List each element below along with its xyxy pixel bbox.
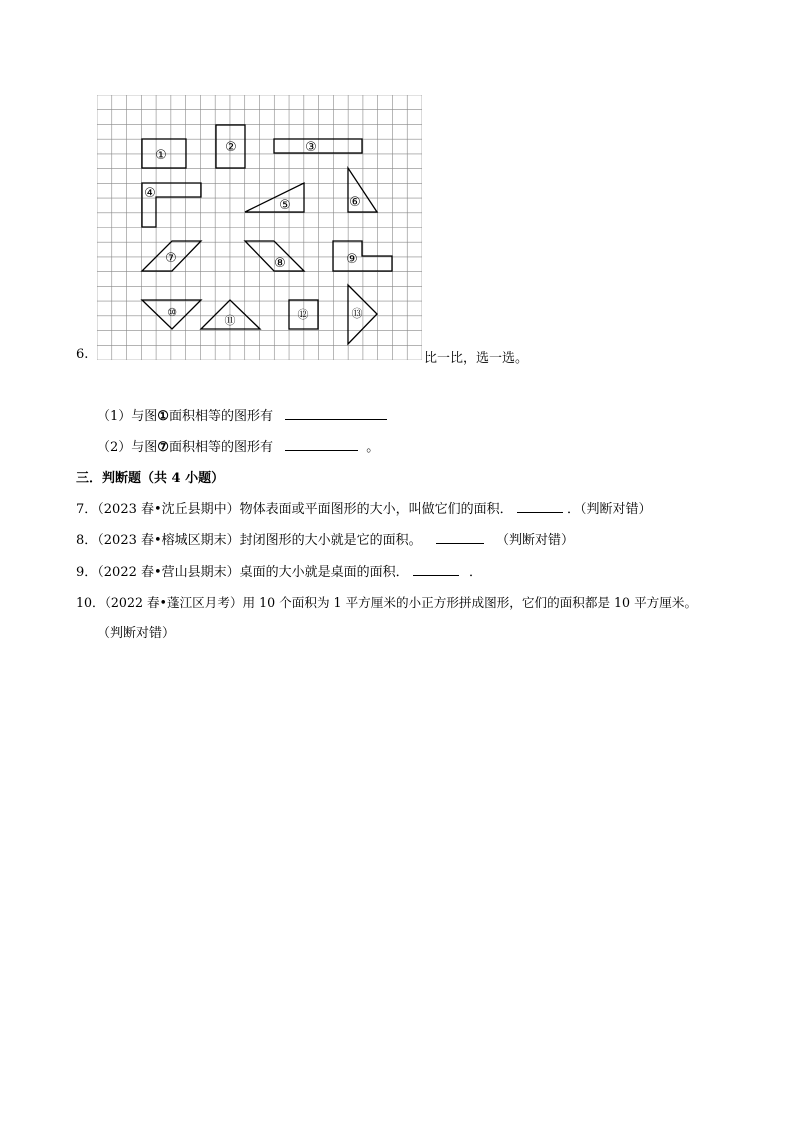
shape-label-1: ①	[155, 148, 167, 163]
question-6-sub-2	[97, 436, 379, 455]
question-9	[76, 561, 482, 580]
section-3-title: 三．判断题（共 4 小题）	[76, 471, 225, 486]
question-7-text: 7．（2023 春•沈丘县期中）物体表面或平面图形的大小，叫做它们的面积．	[76, 502, 513, 517]
sub-2-ref-shape: ⑦	[157, 440, 169, 455]
shape-grid-figure	[97, 95, 422, 360]
sub-1-prefix: （1）与图	[97, 409, 158, 424]
sub-2-tail: 面积相等的图形有	[168, 440, 273, 455]
answer-blank-2[interactable]	[285, 438, 358, 451]
question-7-tail: ．（判断对错）	[566, 502, 652, 517]
shape-label-11: ⑪	[224, 314, 236, 327]
question-8	[76, 529, 574, 548]
grid-svg	[97, 95, 422, 360]
question-6-prompt: 比一比，选一选。	[424, 351, 529, 366]
answer-blank-7[interactable]	[517, 500, 563, 513]
shape-label-6: ⑥	[349, 195, 361, 210]
sub-2-prefix: （2）与图	[97, 440, 158, 455]
answer-blank-1[interactable]	[285, 407, 387, 420]
question-6-sub-1	[97, 405, 387, 424]
sub-1-tail: 面积相等的图形有	[168, 409, 273, 424]
question-9-tail: ．	[468, 565, 482, 580]
shape-label-3: ③	[305, 140, 317, 155]
shape-label-2: ②	[225, 140, 237, 155]
question-10-line-2: （判断对错）	[97, 626, 176, 641]
shape-label-5: ⑤	[279, 198, 291, 213]
sub-2-end: 。	[366, 440, 380, 455]
shape-3-rectangle	[274, 139, 362, 153]
question-8-tail: （判断对错）	[495, 533, 574, 548]
sub-1-ref-shape: ①	[157, 409, 169, 424]
shape-label-4: ④	[144, 186, 156, 201]
shape-label-12: ⑫	[297, 308, 309, 321]
answer-blank-9[interactable]	[413, 563, 459, 576]
shape-label-9: ⑨	[346, 252, 358, 267]
answer-blank-8[interactable]	[436, 531, 484, 544]
question-6-number: 6.	[76, 347, 89, 362]
question-9-text: 9．（2022 春•营山县期末）桌面的大小就是桌面的面积．	[76, 565, 409, 580]
shape-label-7: ⑦	[165, 251, 177, 266]
question-7	[76, 498, 651, 517]
question-8-text: 8．（2023 春•榕城区期末）封闭图形的大小就是它的面积。	[76, 533, 422, 548]
shape-label-13: ⑬	[351, 307, 363, 320]
question-10-line-1: 10．（2022 春•蓬江区月考）用 10 个面积为 1 平方厘米的小正方形拼成图形，它们的面积都是 10 平方厘米。	[76, 595, 698, 610]
shape-label-8: ⑧	[274, 256, 286, 271]
shape-label-10: ⑩	[167, 306, 177, 319]
shape-9-l-shape	[333, 241, 392, 271]
